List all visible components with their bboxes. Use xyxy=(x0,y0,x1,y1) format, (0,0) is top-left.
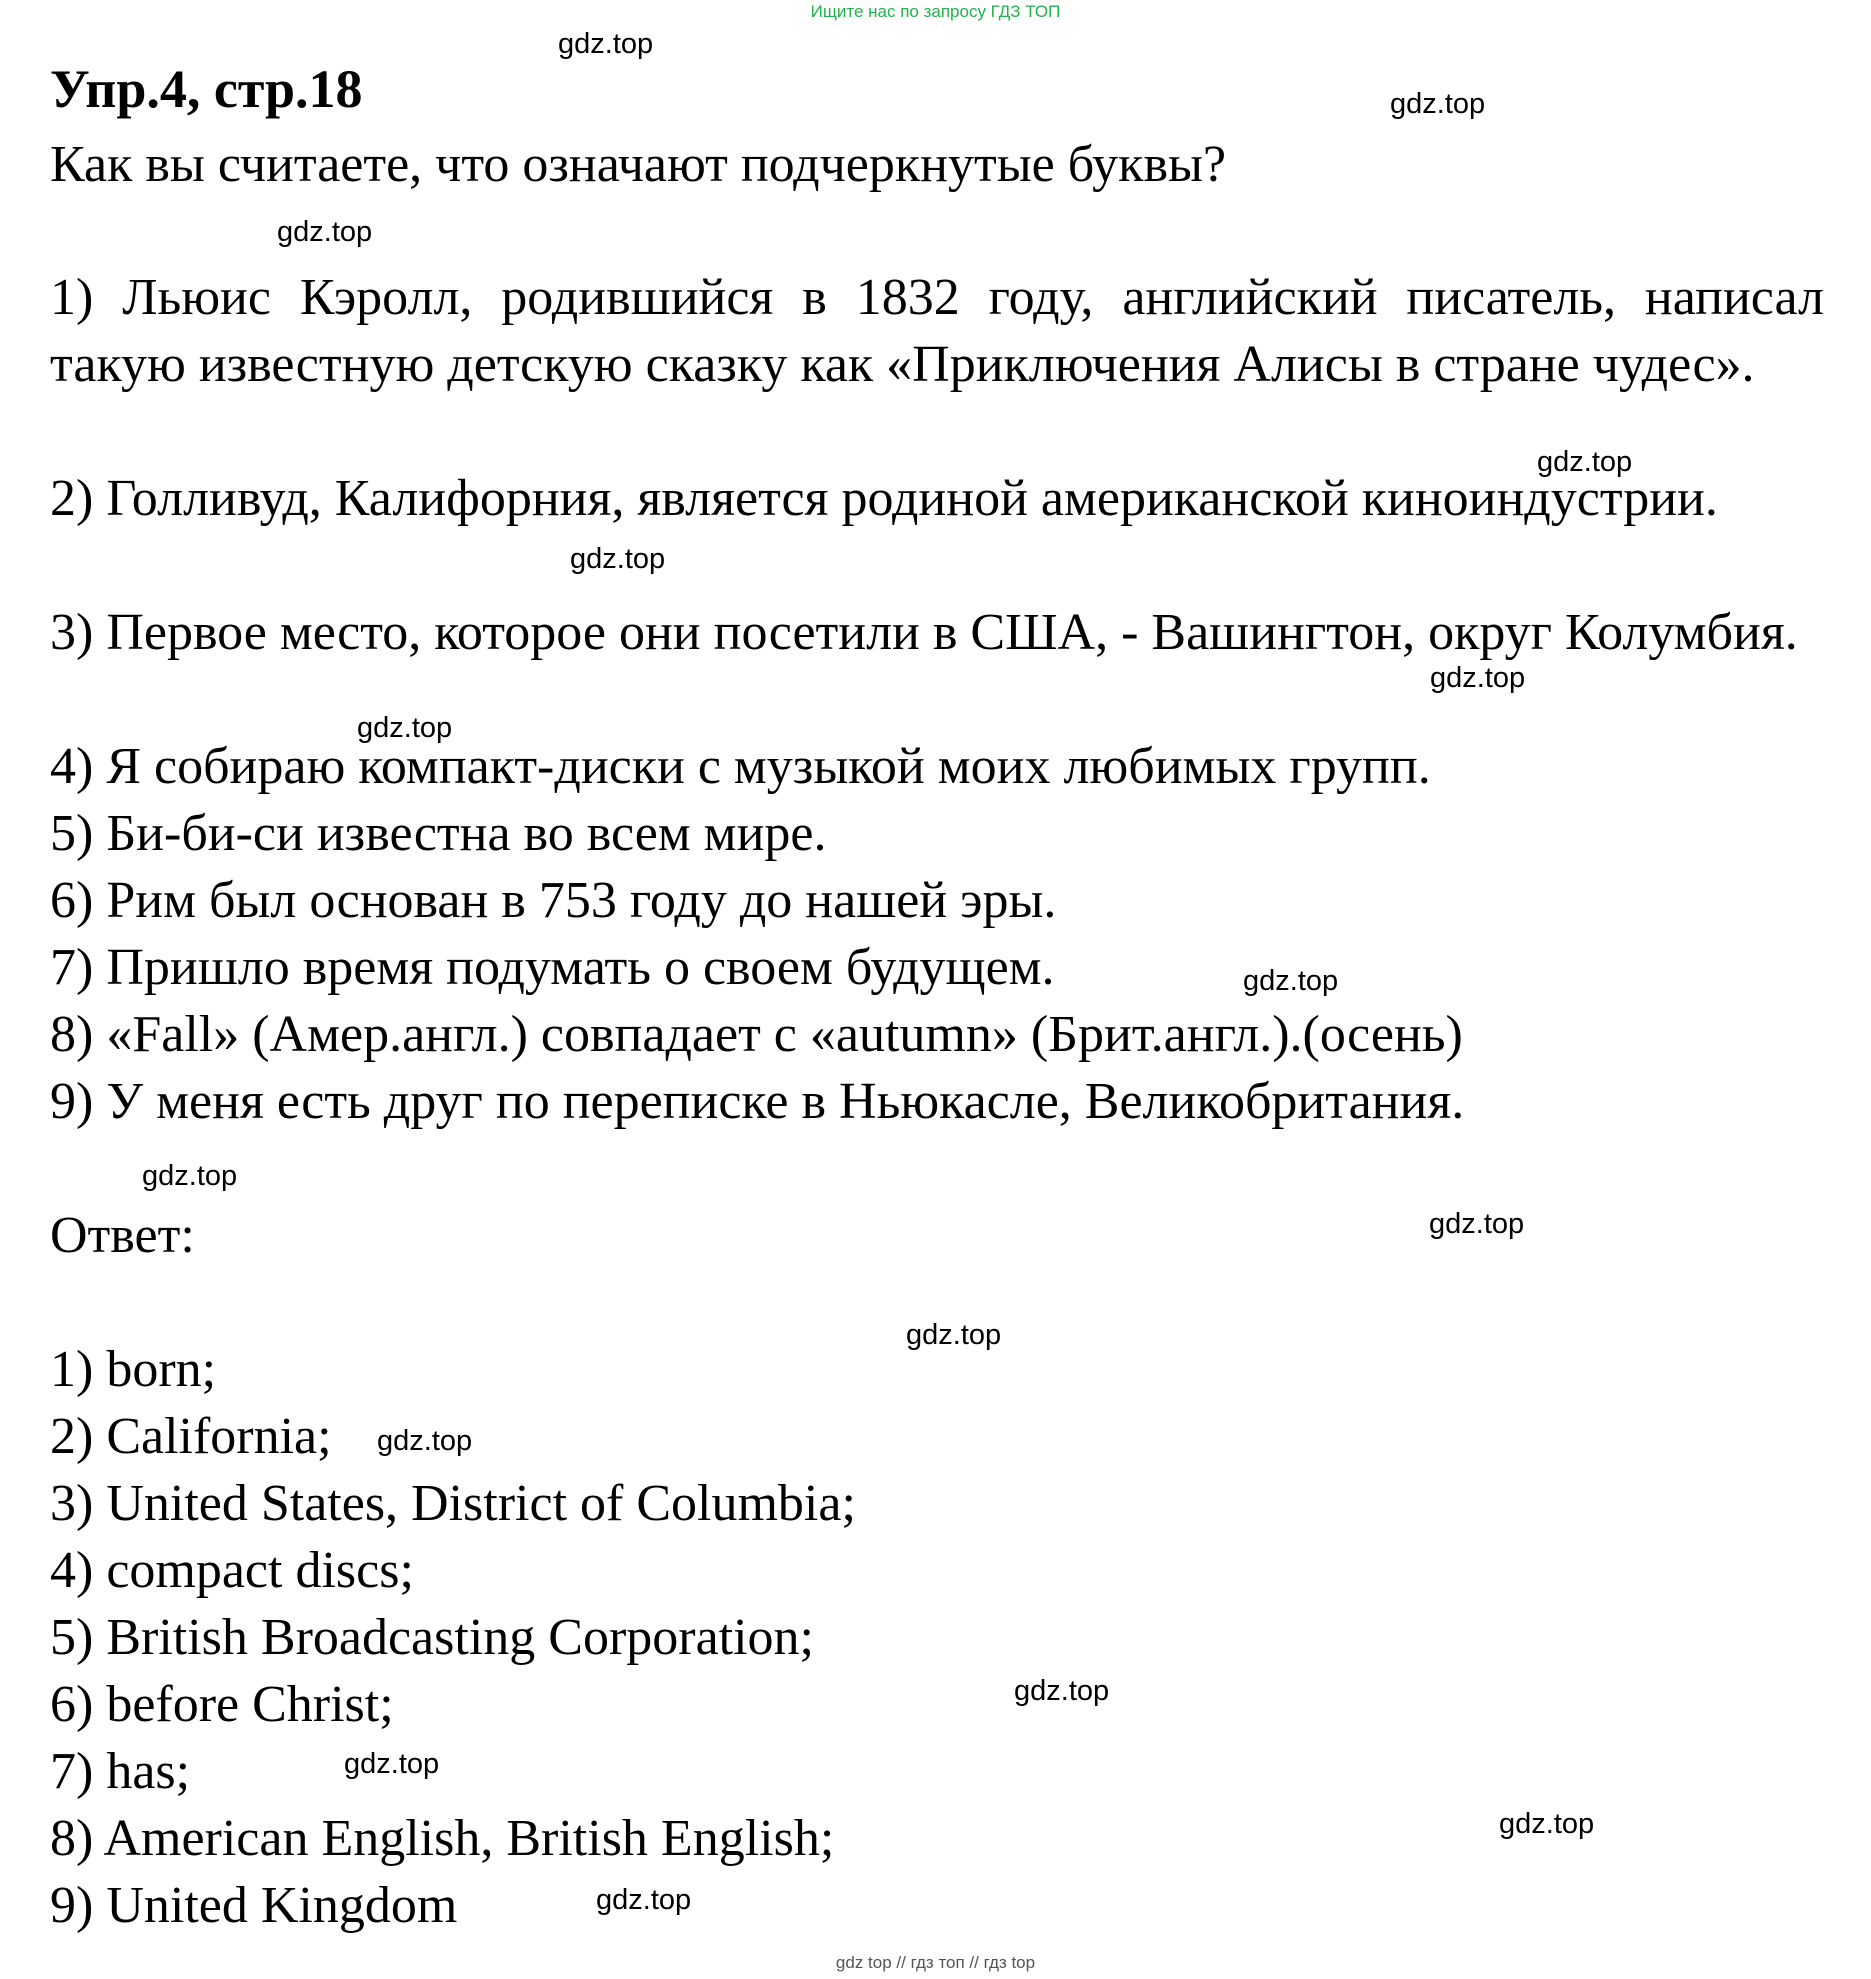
sentence-4: 4) Я собираю компакт-диски с музыкой моих любимых групп. xyxy=(50,738,1431,795)
answer-5: 5) British Broadcasting Corporation; xyxy=(50,1609,815,1666)
watermark: gdz.top xyxy=(1537,446,1633,478)
watermark: gdz.top xyxy=(906,1319,1002,1351)
watermark: gdz.top xyxy=(570,543,666,575)
watermark: gdz.top xyxy=(558,28,654,60)
answer-9: 9) United Kingdom xyxy=(50,1877,458,1934)
sentence-2: 2) Голливуд, Калифорния, является родиной американской киноиндустрии. xyxy=(50,470,1718,527)
answer-2: 2) California; xyxy=(50,1408,332,1465)
top-banner: Ищите нас по запросу ГДЗ ТОП xyxy=(810,2,1061,21)
watermark: gdz.top xyxy=(142,1160,238,1192)
exercise-title: Упр.4, стр.18 xyxy=(50,59,363,119)
watermark: gdz.top xyxy=(344,1748,440,1780)
watermark: gdz.top xyxy=(1429,1208,1525,1240)
watermark: gdz.top xyxy=(1243,965,1339,997)
sentence-8: 8) «Fall» (Амер.англ.) совпадает с «autumn» (Брит.англ.).(осень) xyxy=(50,1006,1463,1063)
sentence-3: 3) Первое место, которое они посетили в США, - Вашингтон, округ Колумбия. xyxy=(50,604,1798,661)
sentence-1: 1) Льюис Кэролл, родившийся в 1832 году, английский писатель, написал такую известную детскую сказку как «Приключения Алисы в стране чудес». xyxy=(50,269,1824,393)
answer-1: 1) born; xyxy=(50,1341,217,1398)
sentence-5: 5) Би-би-си известна во всем мире. xyxy=(50,805,827,862)
watermark: gdz.top xyxy=(1499,1808,1595,1840)
watermark: gdz.top xyxy=(1014,1675,1110,1707)
watermark: gdz.top xyxy=(357,712,453,744)
footer-links: gdz top // гдз топ // гдз top xyxy=(835,1953,1036,1972)
watermark: gdz.top xyxy=(277,216,373,248)
sentence-6: 6) Рим был основан в 753 году до нашей эры. xyxy=(50,872,1057,929)
answer-8: 8) American English, British English; xyxy=(50,1810,835,1867)
answer-label: Ответ: xyxy=(50,1207,195,1264)
watermark: gdz.top xyxy=(1390,88,1486,120)
watermark: gdz.top xyxy=(377,1425,473,1457)
answer-4: 4) compact discs; xyxy=(50,1542,414,1599)
sentence-9: 9) У меня есть друг по переписке в Ньюкасле, Великобритания. xyxy=(50,1073,1465,1130)
answer-6: 6) before Christ; xyxy=(50,1676,394,1733)
watermark: gdz.top xyxy=(1430,662,1526,694)
watermark: gdz.top xyxy=(596,1884,692,1916)
answer-3: 3) United States, District of Columbia; xyxy=(50,1475,856,1532)
question: Как вы считаете, что означают подчеркнутые буквы? xyxy=(50,136,1227,193)
sentence-7: 7) Пришло время подумать о своем будущем. xyxy=(50,939,1055,996)
answer-7: 7) has; xyxy=(50,1743,191,1800)
